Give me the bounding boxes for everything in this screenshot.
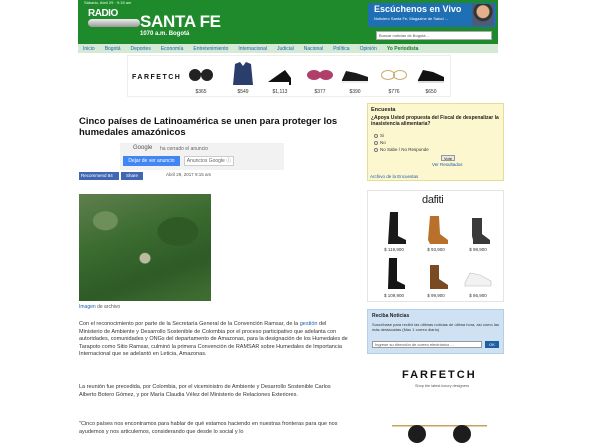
search-input[interactable]: Buscar noticias de Bogotá...	[376, 31, 492, 40]
ad-price: $365	[195, 89, 207, 95]
nav-item-judicial[interactable]: Judicial	[277, 45, 294, 52]
email-field[interactable]: Ingrese su dirección de correo electrónico ...	[372, 341, 482, 348]
sunglasses-product-icon[interactable]	[392, 421, 487, 443]
google-ad-closed-box	[120, 143, 284, 170]
host-photo-image	[472, 4, 494, 26]
dafiti-price: $ 86,900	[469, 293, 487, 298]
poll-question: ¿Apoya Usted propuesta del Fiscal de despenalizar la inasistencia alimentaria?	[371, 115, 499, 127]
poll-option-label[interactable]: No	[380, 140, 386, 145]
listen-live-subtitle: Noticiero Santa Fe, Magazine de Salud ...	[374, 16, 449, 21]
poll-option-radio[interactable]	[374, 141, 378, 145]
site-frequency: 1070 a.m. Bogotá	[140, 31, 190, 37]
poll-archive-link[interactable]: Archivo de la Encuestas	[370, 174, 419, 179]
facebook-share-button[interactable]: Share	[121, 172, 143, 180]
nav-item-deportes[interactable]: Deportes	[130, 45, 151, 52]
subscribe-button[interactable]: OK	[485, 341, 499, 348]
logo-radio-text[interactable]: RADIO	[88, 8, 118, 19]
google-logo: Google	[133, 145, 153, 151]
farfetch-ad-banner[interactable]	[127, 55, 451, 97]
article-paragraph: La reunión fue precedida, por Colombia, por el viceministro de Ambiente y Desarrollo Sostenible Carlos Alberto Botero Gómez, y por María Claudia Vélez del Ministerio de Relaciones Exteriores.	[79, 384, 331, 398]
dafiti-price: $ 98,900	[469, 247, 487, 252]
nav-item-opinion[interactable]: Opinión	[359, 45, 377, 52]
ad-closed-text: ha cerrado el anuncio	[160, 146, 209, 152]
poll-box	[367, 103, 504, 181]
caption-text: de archivo	[95, 304, 121, 310]
vote-button[interactable]: Vote	[441, 155, 455, 161]
main-nav	[78, 44, 498, 53]
nav-item-bogota[interactable]: Bogotá	[104, 45, 121, 52]
why-this-ad-button[interactable]: Anuncios Google ⓘ	[184, 156, 234, 166]
farfetch-tagline: Shop the latest luxury designers	[414, 384, 470, 388]
heels-product-icon[interactable]	[265, 60, 295, 86]
sneaker-product-icon[interactable]	[340, 60, 370, 86]
newsletter-text: Suscríbase para recibir las últimas noticias de última hora, así como las más destacadas (Max 1 correo diario)	[372, 322, 499, 332]
poll-option-label[interactable]: Si	[380, 133, 385, 138]
dafiti-ad[interactable]	[367, 190, 504, 302]
farfetch-logo[interactable]: FARFETCH	[132, 74, 182, 81]
nav-item-nacional[interactable]: Nacional	[303, 45, 324, 52]
nav-item-yo-periodista[interactable]: Yo Periodista	[386, 45, 419, 52]
nav-item-politica[interactable]: Política	[333, 45, 350, 52]
dafiti-price: $ 99,900	[427, 293, 445, 298]
ad-price: $650	[425, 89, 437, 95]
dafiti-price: $ 93,900	[427, 247, 445, 252]
nav-item-entretenimiento[interactable]: Entretenimiento	[193, 45, 229, 52]
site-logo[interactable]: SANTA FE	[140, 12, 221, 31]
farfetch-side-ad[interactable]	[367, 359, 504, 443]
header-date: Sábado, Abril 29 · 9:15 am	[84, 0, 132, 5]
ad-price: $377	[314, 89, 326, 95]
nav-item-internacional[interactable]: Internacional	[238, 45, 268, 52]
nav-item-inicio[interactable]: Inicio	[83, 45, 95, 52]
sunglasses-product-icon[interactable]	[305, 60, 335, 86]
listen-live-title[interactable]: Escúchenos en Vivo	[374, 4, 462, 14]
ad-price: $776	[388, 89, 400, 95]
photo-caption	[79, 304, 120, 310]
dafiti-logo[interactable]: dafiti	[422, 194, 444, 206]
poll-option-radio[interactable]	[374, 134, 378, 138]
farfetch-logo[interactable]: FARFETCH	[402, 369, 477, 381]
newsletter-title: Reciba Noticias	[372, 313, 410, 319]
gestion-link[interactable]: gestión	[299, 321, 318, 327]
ad-price: $390	[349, 89, 361, 95]
article-date: Abril 29, 2017 9:15 am	[166, 172, 212, 177]
paragraph-text: del Ministerio de Ambiente y Desarrollo Sostenible de Colombia por el proceso participativo que adelanta con autoridades, comunidades y ONGs del departamento de Amazonas, para la designación de los Humedales de Tarapoto como Sitio Ramsar, culminó la primera Convención de RAMSAR sobre Humedales de Importancia Internacional que se adelantó en Leticia, Amazonas.	[79, 321, 348, 358]
article-paragraph	[79, 321, 349, 359]
nav-item-economia[interactable]: Economía	[160, 45, 184, 52]
microphone-logo-icon[interactable]	[88, 19, 140, 27]
caption-image-link[interactable]: Imagen	[79, 304, 96, 310]
boot-product-icon[interactable]	[420, 255, 452, 291]
poll-results-link[interactable]: Ver Resultados	[432, 162, 463, 167]
paragraph-text: Con el reconocimiento por parte de la Secretaría General de la Convención Ramsar, de la	[79, 321, 300, 327]
facebook-recommend-button[interactable]: Recommend 84	[79, 172, 119, 180]
boot-product-icon[interactable]	[462, 210, 494, 246]
poll-title: Encuesta	[371, 107, 396, 113]
wetlands-aerial-photo	[79, 194, 211, 301]
ad-price: $1,113	[272, 89, 288, 95]
poll-option-label[interactable]: No Sabe / No Responde	[380, 147, 429, 152]
boot-product-icon[interactable]	[378, 255, 410, 291]
boot-product-icon[interactable]	[420, 210, 452, 246]
dafiti-price: $ 109,900	[383, 293, 405, 298]
poll-option-radio[interactable]	[374, 148, 378, 152]
article-paragraph: "Cinco países nos encontramos para hablar de qué estamos haciendo en nuestras fronteras para que nos ayudemos y nos articulemos, considerando que desde lo social y lo	[79, 421, 338, 435]
glasses-product-icon[interactable]	[379, 60, 409, 86]
dafiti-price: $ 119,900	[384, 247, 404, 252]
ad-price: $549	[237, 89, 249, 95]
sunglasses-product-icon[interactable]	[186, 60, 216, 86]
boot-product-icon[interactable]	[378, 210, 410, 246]
sneaker-product-icon[interactable]	[416, 60, 446, 86]
article-title: Cinco países de Latinoamérica se unen para proteger los humedales amazónicos	[79, 116, 338, 138]
newsletter-box	[367, 309, 504, 354]
jacket-product-icon[interactable]	[228, 60, 258, 86]
sneaker-product-icon[interactable]	[462, 255, 494, 291]
stop-seeing-ad-button[interactable]: Dejar de ver anuncio	[123, 156, 180, 166]
